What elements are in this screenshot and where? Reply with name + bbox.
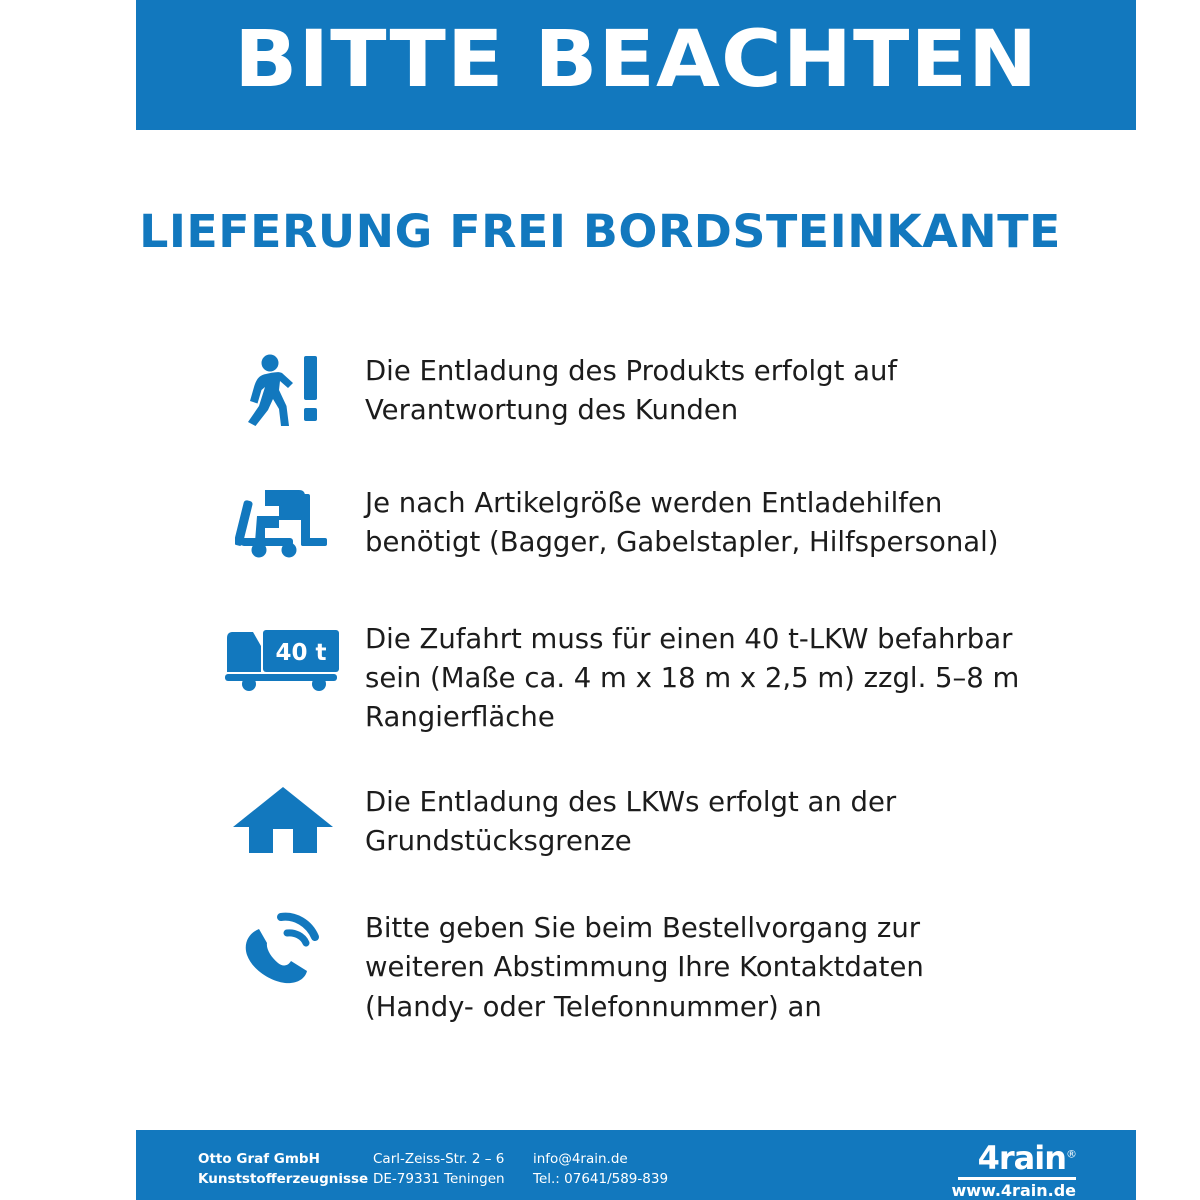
footer-email[interactable]: info@4rain.de bbox=[533, 1151, 628, 1168]
header-banner bbox=[136, 0, 1136, 130]
list-item-text: Bitte geben Sie beim Bestellvorgang zur weiteren Abstimmung Ihre Kontaktdaten (Handy- oder Telefonnummer) an bbox=[365, 912, 924, 1023]
list-item bbox=[200, 482, 1040, 562]
subtitle: LIEFERUNG FREI BORDSTEINKANTE bbox=[139, 205, 1061, 258]
forklift-icon bbox=[200, 482, 365, 558]
phone-call-icon bbox=[200, 907, 365, 989]
footer-address-line2: DE-79331 Teningen bbox=[373, 1171, 505, 1187]
page-title: BITTE BEACHTEN bbox=[233, 15, 1039, 105]
footer-address-line1: Carl-Zeiss-Str. 2 – 6 bbox=[373, 1151, 505, 1168]
list-item bbox=[200, 618, 1040, 737]
brand-logo bbox=[951, 1138, 1076, 1200]
footer-phone: Tel.: 07641/589-839 bbox=[533, 1171, 669, 1187]
footer-address bbox=[373, 1150, 533, 1189]
list-item-text: Die Entladung des Produkts erfolgt auf Verantwortung des Kunden bbox=[365, 355, 898, 427]
footer-contact bbox=[533, 1150, 763, 1189]
logo-url[interactable]: www.4rain.de bbox=[951, 1180, 1076, 1200]
logo-text bbox=[952, 1138, 1076, 1177]
logo-wordmark: 4rain bbox=[977, 1138, 1066, 1177]
footer-company-name: Otto Graf GmbH bbox=[198, 1151, 320, 1168]
logo-registered-mark: ® bbox=[1066, 1146, 1076, 1160]
truck-40t-icon bbox=[200, 618, 365, 692]
footer-company-sub: Kunststofferzeugnisse bbox=[198, 1171, 369, 1187]
list-item bbox=[200, 781, 1040, 861]
list-item-text: Je nach Artikelgröße werden Entladehilfen benötigt (Bagger, Gabelstapler, Hilfspersonal) bbox=[365, 487, 999, 559]
logo-divider bbox=[958, 1177, 1076, 1180]
list-item bbox=[200, 907, 1040, 1026]
house-icon bbox=[200, 781, 365, 855]
list-item bbox=[200, 350, 1040, 430]
truck-load-label: 40 t bbox=[274, 640, 327, 667]
list-item-text: Die Entladung des LKWs erfolgt an der Grundstücksgrenze bbox=[365, 786, 897, 858]
info-list bbox=[200, 350, 1040, 1027]
list-item-text: Die Zufahrt muss für einen 40 t-LKW befahrbar sein (Maße ca. 4 m x 18 m x 2,5 m) zzgl. 5–8 m Rangierfläche bbox=[365, 623, 1020, 734]
footer-banner bbox=[136, 1130, 1136, 1200]
footer-company bbox=[198, 1150, 373, 1189]
pedestrian-warning-icon bbox=[200, 350, 365, 426]
